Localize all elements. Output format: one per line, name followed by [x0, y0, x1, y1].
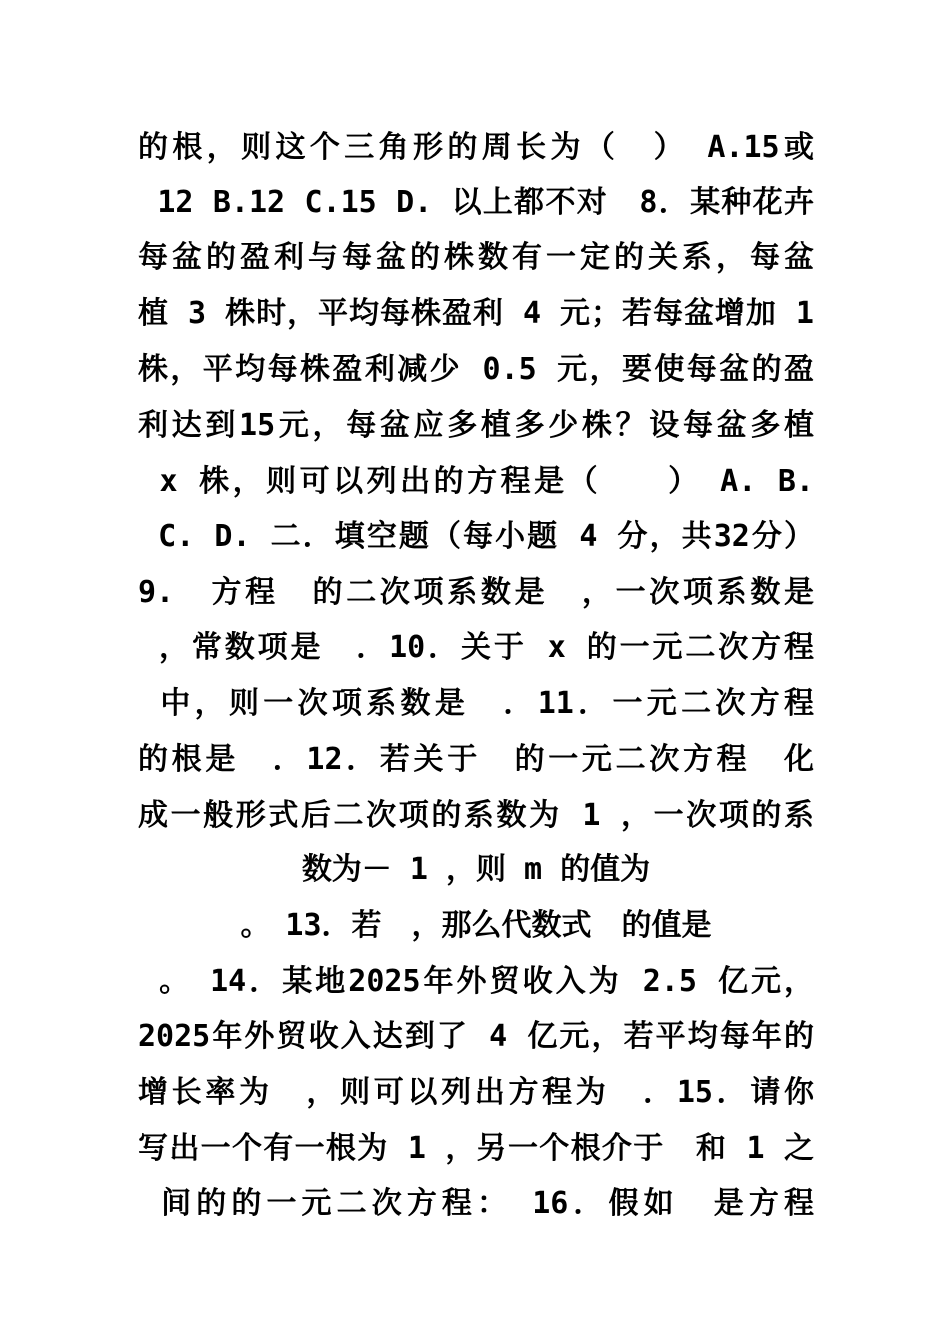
text-line-4: 植 3 株时，平均每株盈利 4 元；若每盆增加 1: [138, 296, 814, 331]
text-line-18: 增长率为 ，则可以列出方程为 ．15．请你: [138, 1075, 814, 1110]
text-line-1: 的根，则这个三角形的周长为（ ） A.15或: [138, 130, 814, 165]
text-line-11: 中，则一次项系数是 ．11．一元二次方程: [138, 686, 814, 721]
text-line-14: 数为－ 1 ，则 m 的值为: [301, 852, 651, 887]
text-line-20: 间的的一元二次方程： 16．假如 是方程: [138, 1186, 814, 1221]
text-line-10: ，常数项是 ．10．关于 x 的一元二次方程: [138, 630, 814, 665]
text-line-6: 利达到15元，每盆应多植多少株？设每盆多植: [138, 408, 814, 443]
text-line-17: 2025年外贸收入达到了 4 亿元，若平均每年的: [138, 1019, 814, 1054]
text-line-2: 12 B.12 C.15 D. 以上都不对 8．某种花卉: [138, 185, 814, 220]
text-line-9: 9. 方程 的二次项系数是 ，一次项系数是: [138, 575, 814, 610]
text-line-13: 成一般形式后二次项的系数为 1 ，一次项的系: [138, 798, 814, 833]
text-line-16: 。 14．某地2025年外贸收入为 2.5 亿元，: [138, 964, 814, 999]
text-line-5: 株，平均每株盈利减少 0.5 元，要使每盆的盈: [138, 352, 814, 387]
text-line-12: 的根是 ．12．若关于 的一元二次方程 化: [138, 742, 814, 777]
text-line-8: C. D. 二．填空题（每小题 4 分，共32分）: [138, 519, 814, 554]
text-line-7: x 株，则可以列出的方程是（ ） A. B.: [138, 464, 814, 499]
text-line-3: 每盆的盈利与每盆的株数有一定的关系，每盆: [138, 240, 814, 275]
text-line-15: 。 13．若 ，那么代数式 的值是: [240, 908, 712, 943]
text-line-19: 写出一个有一根为 1 ，另一个根介于 和 1 之: [138, 1131, 814, 1166]
